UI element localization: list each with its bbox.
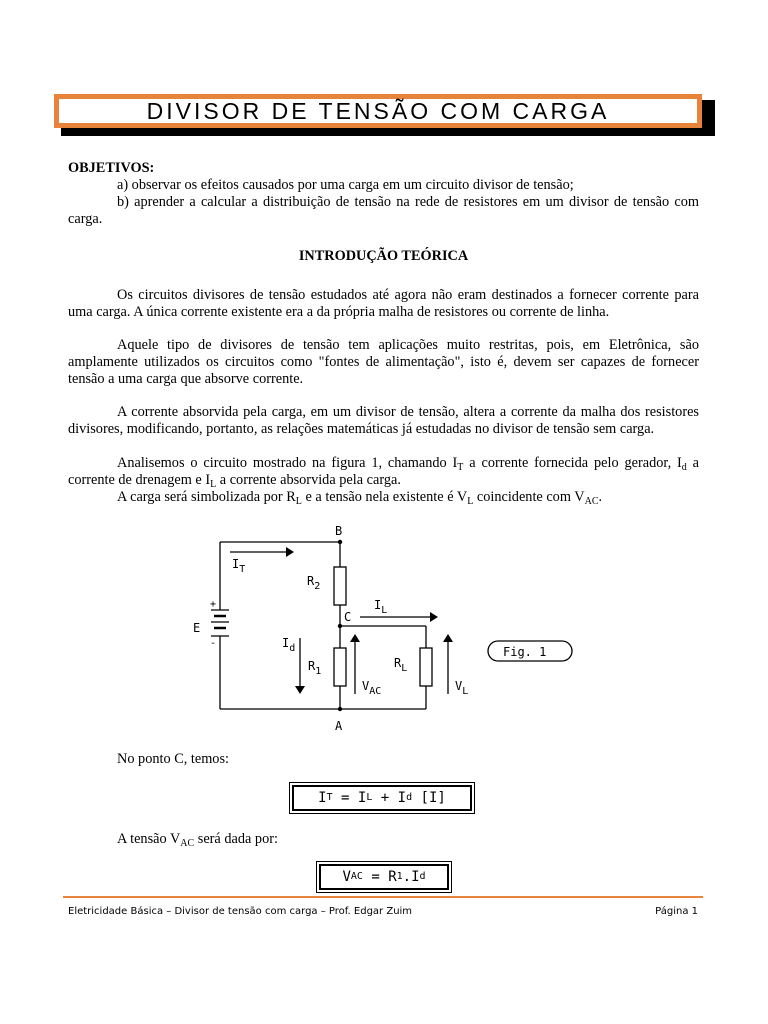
vac-main: V (362, 679, 370, 693)
r1-sub: 1 (315, 666, 322, 677)
node-a-label: A (335, 719, 343, 733)
p5-text-a: A carga será simbolizada por R (117, 489, 296, 505)
arrow-id-head (295, 686, 305, 694)
p4-sub-t: T (457, 462, 464, 473)
p5-sub-ac: AC (584, 496, 599, 507)
eq2-intro-sub: AC (180, 838, 195, 849)
rl-label (394, 656, 407, 674)
vac-sub: AC (369, 686, 382, 697)
node-b-dot (338, 540, 342, 544)
resistor-r1 (334, 648, 346, 686)
p5-text-g: . (598, 489, 603, 505)
objetivo-b: b) aprender a calcular a distribuição de tensão na rede de resistores em um divisor de tensão com carga. (68, 194, 699, 227)
r2-label (307, 574, 320, 592)
intro-heading: INTRODUÇÃO TEÓRICA (298, 248, 469, 264)
circuit-diagram (0, 515, 768, 740)
p4-text-a: Analisemos o circuito mostrado na figura 1, chamando I (117, 455, 458, 471)
r1-main: R (308, 659, 316, 673)
arrow-vl-head (443, 634, 453, 642)
vl-label (455, 679, 468, 697)
node-a-dot (338, 707, 342, 711)
eq2-a: V (342, 869, 351, 885)
arrow-il-head (430, 612, 438, 622)
it-label (232, 557, 245, 575)
id-main: I (282, 636, 290, 650)
paragraph-2: Aquele tipo de divisores de tensão tem aplicações muito restritas, pois, em Eletrônica, são amplamente utilizados os circuitos como "fontes de alimentação", isto é, devem ser capazes de fornecer tensão a uma carga que absorve corrente. (68, 337, 699, 387)
objetivo-a: a) observar os efeitos causados por uma carga em um circuito divisor de tensão; (117, 177, 574, 193)
footer (68, 906, 698, 917)
equation-2-box: V AC = R 1 .I d (319, 864, 449, 890)
vl-main: V (455, 679, 463, 693)
id-label (282, 636, 295, 654)
p4-sub-l: L (210, 479, 217, 490)
vac-label (362, 679, 381, 697)
eq1-a: I (318, 790, 327, 806)
it-sub: T (239, 564, 246, 575)
r1-label (308, 659, 321, 677)
source-label: E (193, 621, 201, 635)
arrow-vac-head (350, 634, 360, 642)
source-minus: - (210, 638, 217, 649)
fig-label: Fig. 1 (503, 645, 547, 659)
r2-main: R (307, 574, 315, 588)
resistor-rl (420, 648, 432, 686)
rl-sub: L (401, 663, 408, 674)
node-c-dot (338, 624, 342, 628)
id-sub: d (289, 643, 296, 654)
eq1-c: + I (372, 790, 407, 806)
paragraph-4 (68, 455, 699, 489)
paragraph-5 (117, 489, 697, 506)
node-b-label: B (335, 524, 343, 538)
p5-sub-l1: L (295, 496, 302, 507)
p4-text-g: a corrente absorvida pela carga. (216, 472, 401, 488)
equation-2-intro (117, 831, 697, 848)
equation-intro: No ponto C, temos: (117, 751, 229, 767)
objetivos-section (68, 160, 699, 228)
p4-text-e: a corrente de drenagem e I (68, 455, 699, 488)
il-label (374, 598, 387, 616)
paragraph-3: A corrente absorvida pela carga, em um divisor de tensão, altera a corrente da malha dos resistores divisores, modificando, portanto, as relações matemáticas já estudadas no divisor de tensão sem carga. (68, 404, 699, 437)
footer-left: Eletricidade Básica – Divisor de tensão com carga – Prof. Edgar Zuim (68, 906, 413, 917)
eq2-intro-c: será dada por: (194, 831, 278, 847)
arrow-it-head (286, 547, 294, 557)
eq1-d: [I] (412, 790, 446, 806)
eq2-c: .I (402, 869, 420, 885)
resistor-r2 (334, 567, 346, 605)
il-sub: L (381, 605, 388, 616)
vl-sub: L (462, 686, 469, 697)
il-main: I (374, 598, 382, 612)
footer-page-number: Página 1 (655, 906, 698, 917)
rl-main: R (394, 656, 402, 670)
eq2-intro-a: A tensão V (117, 831, 181, 847)
p5-sub-l2: L (467, 496, 474, 507)
page-title: DIVISOR DE TENSÃO COM CARGA (146, 97, 610, 124)
eq2-b: = R (362, 869, 397, 885)
it-main: I (232, 557, 240, 571)
p5-text-e: coincidente com V (473, 489, 585, 505)
equation-1-box: I T = I L + I d [I] (292, 785, 472, 811)
node-c-label: C (344, 610, 352, 624)
eq1-b: = I (332, 790, 367, 806)
source-plus: + (210, 599, 217, 610)
p4-sub-d: d (681, 462, 687, 473)
footer-divider (63, 896, 703, 898)
paragraph-1: Os circuitos divisores de tensão estudados até agora não eram destinados a fornecer corrente para uma carga. A única corrente existente era a da própria malha de resistores ou corrente de linha. (68, 287, 699, 320)
r2-sub: 2 (314, 581, 321, 592)
title-box (54, 94, 702, 128)
p4-text-c: a corrente fornecida pelo gerador, I (463, 455, 682, 471)
p5-text-c: e a tensão nela existente é V (301, 489, 468, 505)
objetivos-heading: OBJETIVOS: (68, 160, 155, 176)
